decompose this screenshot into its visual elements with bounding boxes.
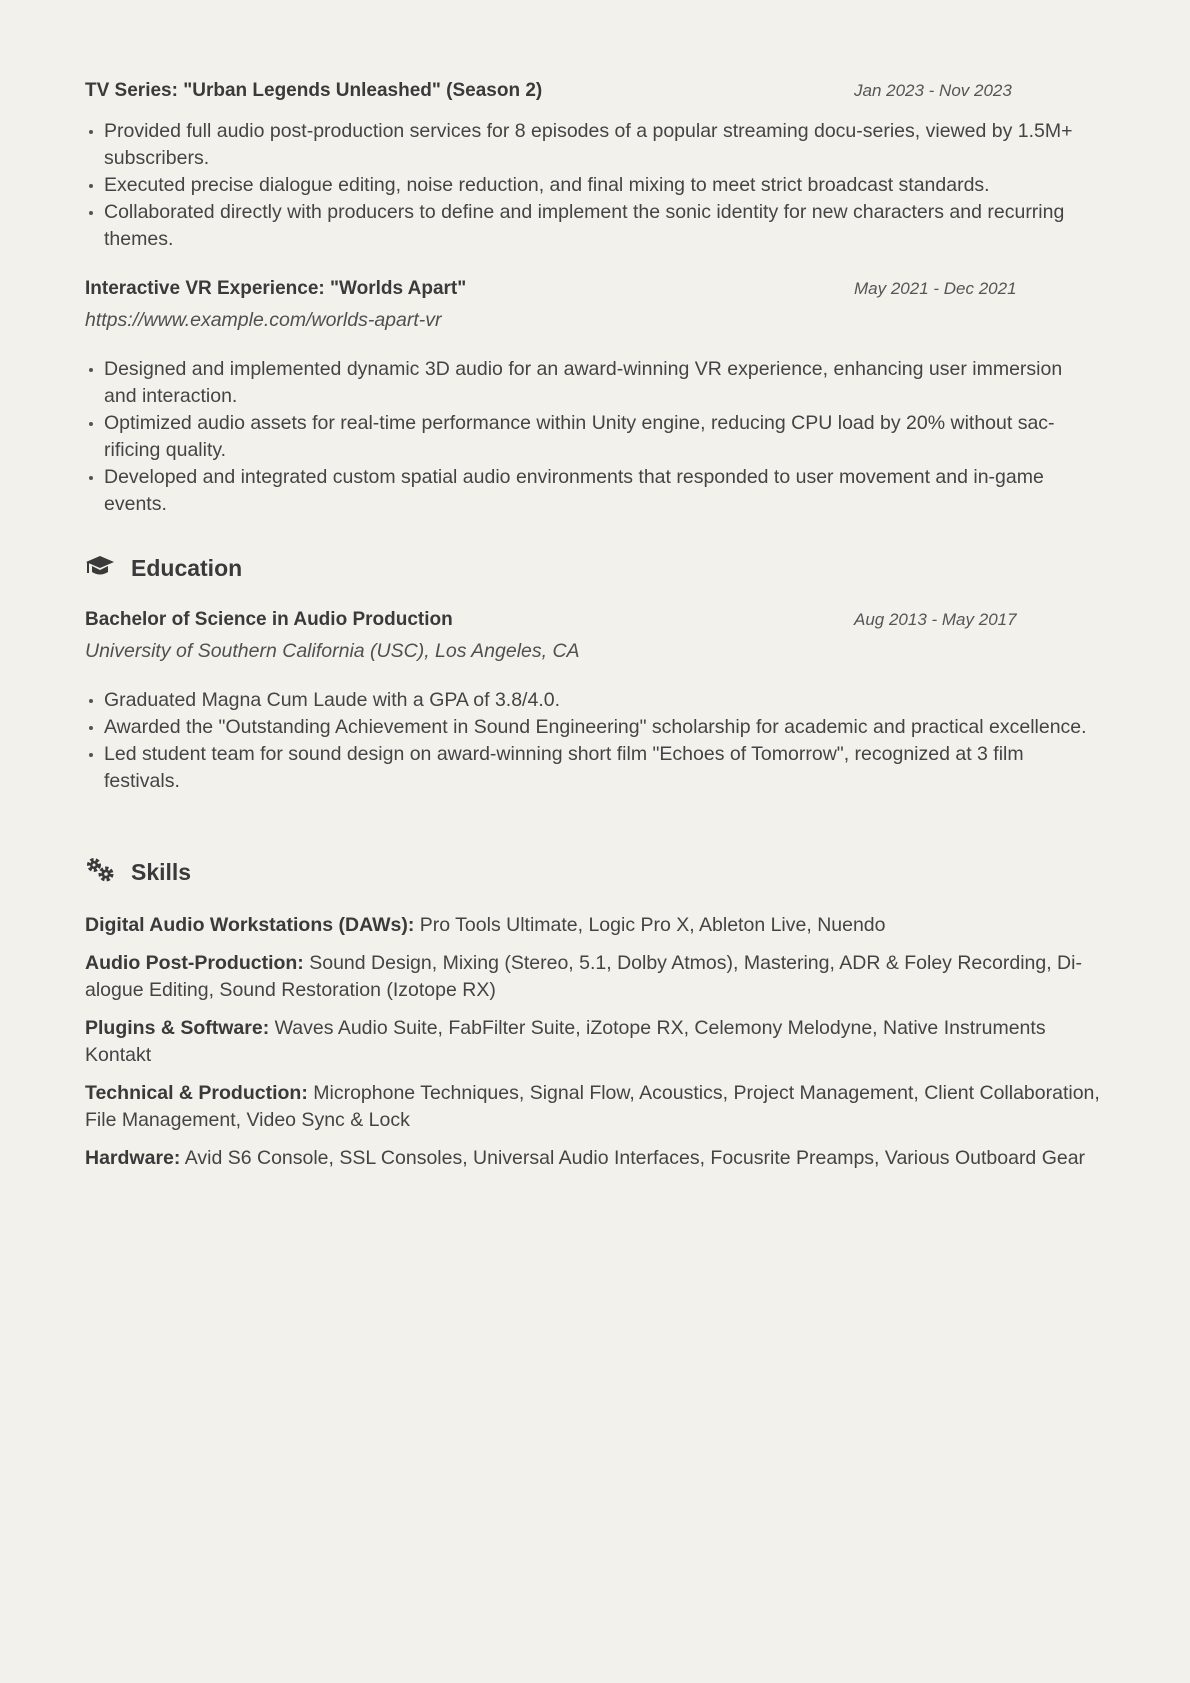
- list-item: Awarded the "Outstanding Achievement in Sound Engineering" scholarship for academic and practical excellence.: [104, 714, 1100, 741]
- list-item: Executed precise dialogue editing, noise reduction, and final mixing to meet strict broadcast standards.: [104, 172, 1100, 199]
- education-section: [85, 554, 1100, 795]
- skill-value: Sound Design, Mixing (Stereo, 5.1, Dolby Atmos), Mastering, ADR & Foley Recording, Dialogue Editing, Sound Restoration (Izotope RX): [85, 952, 1082, 1001]
- bullet-list: [85, 687, 1100, 795]
- bullet-list: [85, 356, 1100, 518]
- skill-value: Microphone Techniques, Signal Flow, Acoustics, Project Management, Client Collaboration, File Management, Video Sync & Lock: [85, 1082, 1100, 1131]
- entry-date: May 2021 - Dec 2021: [854, 279, 1017, 298]
- experience-entry: [85, 278, 1100, 518]
- skill-value: Waves Audio Suite, FabFilter Suite, iZotope RX, Celemony Melodyne, Native Instruments Kontakt: [85, 1017, 1046, 1066]
- skills-section: [85, 857, 1100, 1183]
- section-title: Education: [131, 555, 243, 581]
- school-name: University of Southern California (USC), Los Angeles, CA: [85, 640, 580, 662]
- skill-label: Digital Audio Workstations (DAWs):: [85, 914, 415, 936]
- skill-value: Avid S6 Console, SSL Consoles, Universal Audio Interfaces, Focusrite Preamps, Various Outboard Gear: [184, 1147, 1086, 1169]
- skill-label: Audio Post-Production:: [85, 952, 304, 974]
- section-title: Skills: [131, 859, 192, 885]
- list-item: Led student team for sound design on award-winning short film "Echoes of Tomorrow", recognized at 3 film festivals.: [104, 741, 1100, 795]
- list-item: Provided full audio post-production services for 8 episodes of a popular streaming docu-series, viewed by 1.5M+ subscribers.: [104, 118, 1100, 172]
- skill-row: [85, 1080, 1100, 1134]
- entry-date: Jan 2023 - Nov 2023: [854, 81, 1012, 100]
- skill-row: [85, 1145, 1100, 1172]
- skill-row: [85, 1015, 1100, 1069]
- skill-value: Pro Tools Ultimate, Logic Pro X, Ableton Live, Nuendo: [419, 914, 886, 936]
- skill-label: Hardware:: [85, 1147, 181, 1169]
- list-item: Optimized audio assets for real-time performance within Unity engine, reducing CPU load by 20% without sacrificing quality.: [104, 410, 1100, 464]
- list-item: Designed and implemented dynamic 3D audio for an award-winning VR experience, enhancing user immersion and interaction.: [104, 356, 1100, 410]
- entry-date: Aug 2013 - May 2017: [854, 610, 1017, 629]
- skill-label: Technical & Production:: [85, 1082, 308, 1104]
- skill-row: [85, 912, 1100, 939]
- gears-icon: [85, 857, 115, 888]
- bullet-list: [85, 118, 1100, 253]
- graduation-cap-icon: [85, 554, 115, 583]
- list-item: Collaborated directly with producers to define and implement the sonic identity for new characters and recurring themes.: [104, 199, 1100, 253]
- skill-row: [85, 950, 1100, 1004]
- entry-title: TV Series: "Urban Legends Unleashed" (Season 2): [85, 80, 543, 101]
- list-item: Developed and integrated custom spatial audio environments that responded to user movement and in-game events.: [104, 464, 1100, 518]
- project-link[interactable]: https://www.example.com/worlds-apart-vr: [85, 309, 442, 331]
- entry-title: Interactive VR Experience: "Worlds Apart": [85, 278, 467, 299]
- experience-entry: [85, 80, 1100, 253]
- list-item: Graduated Magna Cum Laude with a GPA of 3.8/4.0.: [104, 687, 1100, 714]
- degree-title: Bachelor of Science in Audio Production: [85, 609, 453, 630]
- skill-label: Plugins & Software:: [85, 1017, 270, 1039]
